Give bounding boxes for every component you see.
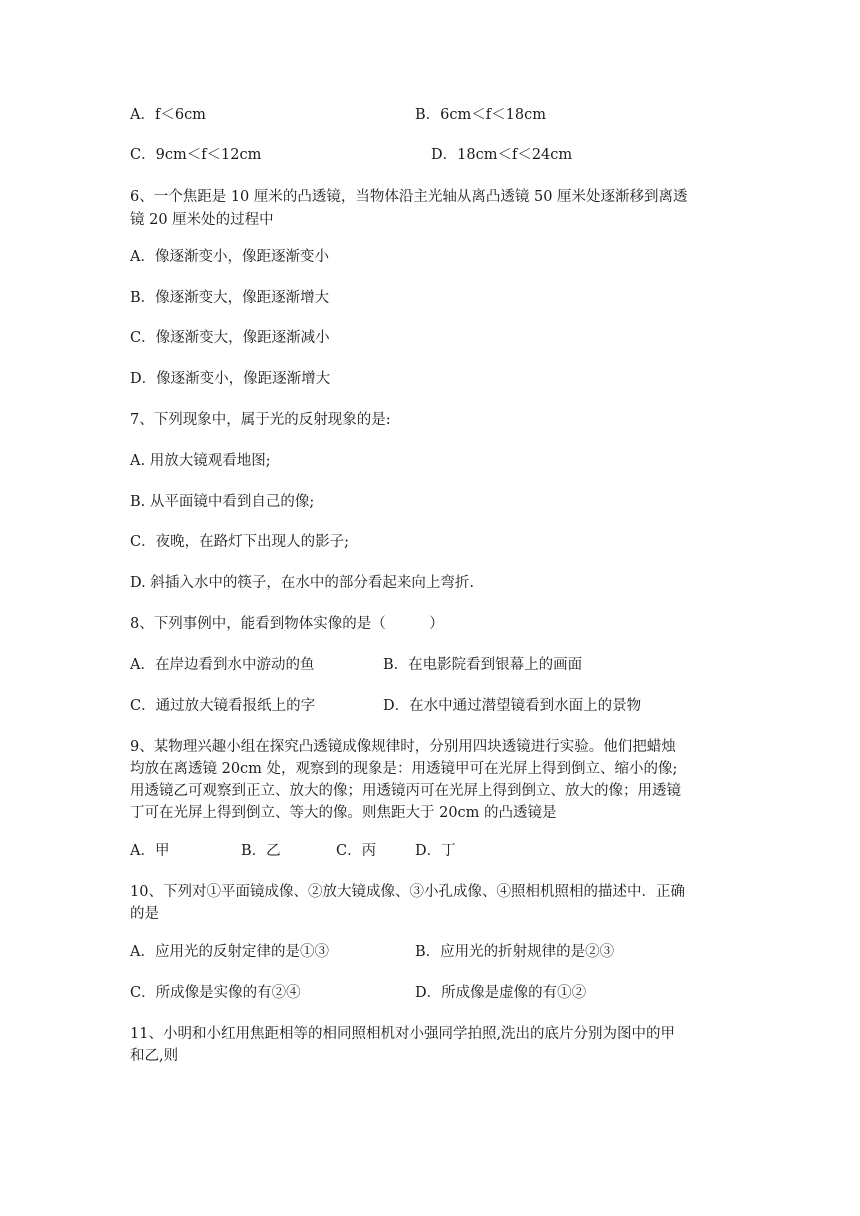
q9-option-d: D．丁 [415,843,456,859]
q9-option-a: A．甲 [130,843,170,859]
q7-option-c: C．夜晚，在路灯下出现人的影子; [130,534,349,550]
q10-option-d: D．所成像是虚像的有①② [415,985,587,1001]
q10-stem-line1: 10、下列对①平面镜成像、②放大镜成像、③小孔成像、④照相机照相的描述中．正确 [130,884,685,900]
q6-stem-line2: 镜 20 厘米处的过程中 [130,212,274,228]
q9-stem-line1: 9、某物理兴趣小组在探究凸透镜成像规律时，分别用四块透镜进行实验。他们把蜡烛 [130,739,676,755]
q7-stem: 7、下列现象中，属于光的反射现象的是: [130,412,391,428]
q9-option-c: C．丙 [336,843,377,859]
q5-option-b: B．6cm＜f＜18cm [415,107,546,123]
q9-stem-line3: 用透镜乙可观察到正立、放大的像；用透镜丙可在光屏上得到倒立、放大的像；用透镜 [130,783,681,799]
q9-option-b: B．乙 [241,843,281,859]
q10-option-a: A．应用光的反射定律的是①③ [130,944,329,960]
q5-option-c: C．9cm＜f＜12cm [130,147,262,163]
q6-stem-line1: 6、一个焦距是 10 厘米的凸透镜，当物体沿主光轴从离凸透镜 50 厘米处逐渐移到离透 [130,189,688,205]
q10-stem-line2: 的是 [130,906,159,922]
q8-option-c: C．通过放大镜看报纸上的字 [130,698,316,714]
q11-stem-line2: 和乙,则 [130,1048,179,1064]
q10-option-b: B．应用光的折射规律的是②③ [415,944,615,960]
q5-option-d: D．18cm＜f＜24cm [431,147,573,163]
q8-option-d: D．在水中通过潜望镜看到水面上的景物 [383,698,642,714]
q6-option-c: C．像逐渐变大，像距逐渐减小 [130,330,330,346]
q6-option-b: B．像逐渐变大，像距逐渐增大 [130,290,330,306]
q6-option-a: A．像逐渐变小，像距逐渐变小 [130,249,329,265]
q10-option-c: C．所成像是实像的有②④ [130,985,301,1001]
q9-stem-line2: 均放在离透镜 20cm 处，观察到的现象是：用透镜甲可在光屏上得到倒立、缩小的像; [130,761,678,777]
q11-stem-line1: 11、小明和小红用焦距相等的相同照相机对小强同学拍照,洗出的底片分别为图中的甲 [130,1026,676,1042]
q6-option-d: D．像逐渐变小，像距逐渐增大 [130,371,331,387]
q7-option-d: D. 斜插入水中的筷子，在水中的部分看起来向上弯折. [130,575,474,591]
q8-option-b: B．在电影院看到银幕上的画面 [383,657,583,673]
q7-option-b: B. 从平面镜中看到自己的像; [130,494,315,510]
q5-option-a: A．f＜6cm [130,107,206,123]
q8-option-a: A．在岸边看到水中游动的鱼 [130,657,315,673]
q7-option-a: A. 用放大镜观看地图; [130,453,271,469]
q8-stem: 8、下列事例中，能看到物体实像的是（ ） [130,616,444,632]
q9-stem-line4: 丁可在光屏上得到倒立、等大的像。则焦距大于 20cm 的凸透镜是 [130,805,557,821]
